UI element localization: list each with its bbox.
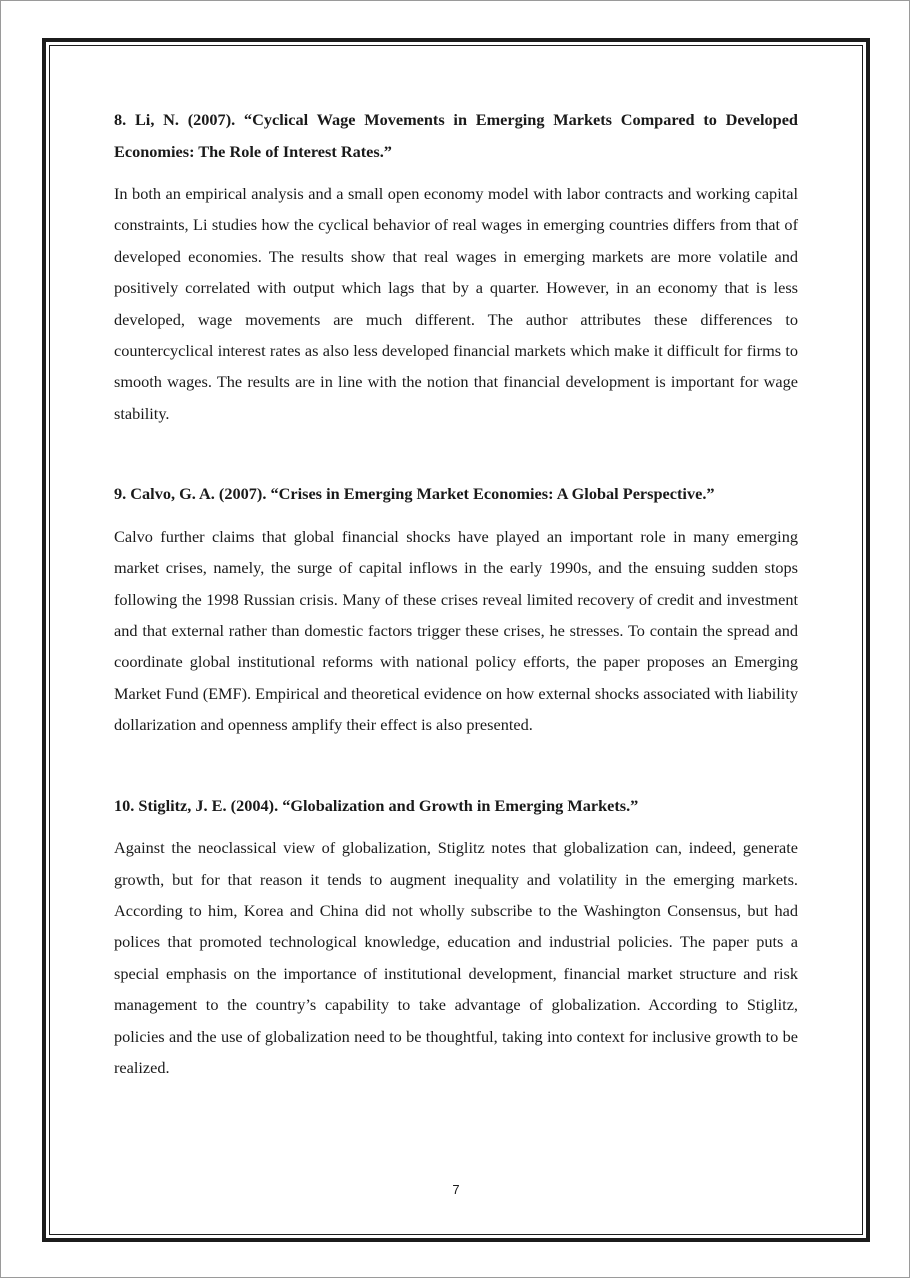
entry-summary: Calvo further claims that global financial shocks have played an important role in many emerging market crises, namely, the surge of capital inflows in the early 1990s, and the ensuing sudden stops following the 1998 Russian crisis. Many of these crises reveal limited recovery of credit and investment and that external rather than domestic factors trigger these crises, he stresses. To contain the spread and coordinate global institutional reforms with national policy efforts, the paper proposes an Emerging Market Fund (EMF). Empirical and theoretical evidence on how external shocks associated with liability dollarization and openness amplify their effect is also presented. [114, 526, 798, 735]
document-content [114, 104, 798, 1083]
entry-summary: Against the neoclassical view of globalization, Stiglitz notes that globalization can, indeed, generate growth, but for that reason it tends to augment inequality and volatility in the emerging markets. According to him, Korea and China did not wholly subscribe to the Washington Consensus, but had polices that promoted technological knowledge, education and industrial policies. The paper puts a special emphasis on the importance of institutional development, financial market structure and risk management to the country’s capability to take advantage of globalization. According to Stiglitz, policies and the use of globalization need to be thoughtful, taking into context for inclusive growth to be realized. [114, 838, 798, 1077]
entry-heading: 8. Li, N. (2007). “Cyclical Wage Movements in Emerging Markets Compared to Developed Economies: The Role of Interest Rates.” [114, 110, 798, 161]
reference-entry-9 [114, 478, 798, 740]
reference-entry-10 [114, 790, 798, 1084]
entry-heading: 9. Calvo, G. A. (2007). “Crises in Emerging Market Economies: A Global Perspective.” [114, 484, 715, 504]
entry-heading: 10. Stiglitz, J. E. (2004). “Globalization and Growth in Emerging Markets.” [114, 795, 639, 815]
reference-entry-8 [114, 104, 798, 429]
entry-summary: In both an empirical analysis and a small open economy model with labor contracts and working capital constraints, Li studies how the cyclical behavior of real wages in emerging countries differs from that of developed economies. The results show that real wages in emerging markets are more volatile and positively correlated with output which lags that by a quarter. However, in an economy that is less developed, wage movements are much different. The author attributes these differences to countercyclical interest rates as also less developed financial markets which make it difficult for firms to smooth wages. The results are in line with the notion that financial development is important for wage stability. [114, 184, 798, 423]
page-number: 7 [452, 1182, 460, 1197]
